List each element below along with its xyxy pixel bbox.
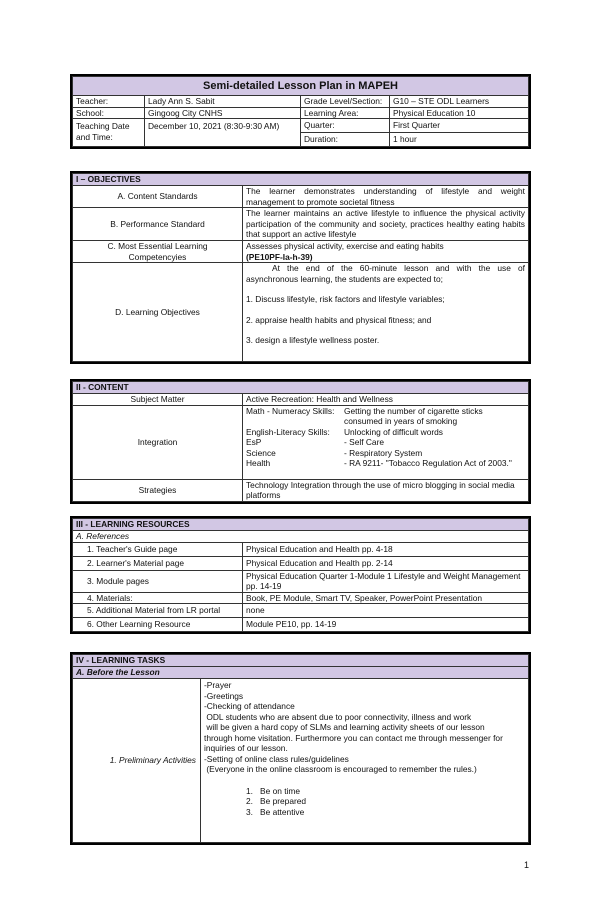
integration-esp-label: EsP xyxy=(246,437,262,447)
document-title: Semi-detailed Lesson Plan in MAPEH xyxy=(73,77,529,96)
quarter-value: First Quarter xyxy=(390,119,529,133)
integration-math-value-2: consumed in years of smoking xyxy=(344,416,458,426)
school-value: Gingoog City CNHS xyxy=(145,107,301,119)
learning-objectives-label: D. Learning Objectives xyxy=(73,263,243,362)
before-lesson-heading: A. Before the Lesson xyxy=(73,667,529,679)
melc-label xyxy=(73,241,243,263)
materials-value: Book, PE Module, Smart TV, Speaker, PowerPoint Presentation xyxy=(243,592,529,604)
rule-text: Be on time xyxy=(260,785,301,796)
learning-objectives-value xyxy=(243,263,529,362)
prelim-line: ODL students who are absent due to poor connectivity, illness and work xyxy=(204,711,472,722)
strategies-label: Strategies xyxy=(73,479,243,501)
subject-matter-value: Active Recreation: Health and Wellness xyxy=(243,394,529,406)
date-label-line2: and Time: xyxy=(76,131,113,142)
melc-text: Assesses physical activity, exercise and eating habits xyxy=(246,241,444,251)
tasks-heading: IV - LEARNING TASKS xyxy=(73,655,529,667)
integration-health xyxy=(246,458,525,469)
integration-health-label: Health xyxy=(246,458,271,468)
additional-material-value: none xyxy=(243,604,529,618)
prelim-line: (Everyone in the online classroom is encouraged to remember the rules.) xyxy=(204,764,477,774)
lo-item-1: 1. Discuss lifestyle, risk factors and lifestyle variables; xyxy=(246,294,445,304)
grade-value: G10 – STE ODL Learners xyxy=(390,96,529,108)
integration-label: Integration xyxy=(73,405,243,479)
prelim-line: will be given a hard copy of SLMs and learning activity sheets of our lesson xyxy=(204,722,485,732)
melc-label-line1: C. Most Essential Learning xyxy=(107,241,208,251)
other-resource-value: Module PE10, pp. 14-19 xyxy=(243,618,529,632)
rule-text: Be attentive xyxy=(260,806,305,817)
integration-english-value: Unlocking of difficult words xyxy=(344,426,443,437)
integration-esp-value: - Self Care xyxy=(344,437,385,447)
prelim-line: through home visitation. Furthermore you can contact me through messenger for xyxy=(204,732,503,743)
module-pages-label: 3. Module pages xyxy=(73,570,243,592)
melc-value xyxy=(243,241,529,263)
quarter-label: Quarter: xyxy=(301,119,390,133)
subject-matter-label: Subject Matter xyxy=(73,394,243,406)
tasks-block xyxy=(70,652,531,845)
content-heading: II - CONTENT xyxy=(73,382,529,394)
rules-list xyxy=(204,786,525,818)
rule-number: 2. xyxy=(246,796,253,806)
rule-item xyxy=(246,807,525,818)
melc-label-line2: Competencyies xyxy=(128,251,187,262)
integration-math-value: Getting the number of cigarette sticks xyxy=(344,405,483,416)
learners-material-value: Physical Education and Health pp. 2-14 xyxy=(243,556,529,570)
performance-standard-label: B. Performance Standard xyxy=(73,208,243,241)
prelim-line: -Prayer xyxy=(204,680,232,690)
grade-label: Grade Level/Section: xyxy=(301,96,390,108)
integration-math xyxy=(246,406,525,417)
date-label xyxy=(73,119,145,147)
area-value: Physical Education 10 xyxy=(390,107,529,119)
rule-number: 1. xyxy=(246,785,253,796)
other-resource-label: 6. Other Learning Resource xyxy=(73,618,243,632)
objectives-block xyxy=(70,171,531,364)
performance-standard-value: The learner maintains an active lifestyle to influence the physical activity participation of the community and society, practices healthy eating habits that support an active lifestyle xyxy=(243,208,529,241)
integration-value xyxy=(243,405,529,479)
teachers-guide-value: Physical Education and Health pp. 4-18 xyxy=(243,542,529,556)
teacher-value: Lady Ann S. Sabit xyxy=(145,96,301,108)
integration-english xyxy=(246,427,525,438)
lo-item-3: 3. design a lifestyle wellness poster. xyxy=(246,335,380,345)
prelim-line: inquiries of our lesson. xyxy=(204,743,288,753)
prelim-line: -Greetings xyxy=(204,690,244,701)
duration-label: Duration: xyxy=(301,133,390,147)
resources-heading: III - LEARNING RESOURCES xyxy=(73,519,529,531)
teachers-guide-label: 1. Teacher's Guide page xyxy=(73,542,243,556)
integration-esp xyxy=(246,437,525,448)
lo-item-2: 2. appraise health habits and physical fitness; and xyxy=(246,314,432,325)
rule-item xyxy=(246,786,525,797)
header-block xyxy=(70,74,531,149)
content-block xyxy=(70,379,531,504)
preliminary-activities-label: 1. Preliminary Activities xyxy=(73,679,201,843)
integration-health-value: - RA 9211- "Tobacco Regulation Act of 2003." xyxy=(344,458,512,468)
content-standards-label: A. Content Standards xyxy=(73,186,243,208)
content-standards-value: The learner demonstrates understanding of lifestyle and weight management to promote societal fitness xyxy=(243,186,529,208)
learners-material-label: 2. Learner's Material page xyxy=(73,556,243,570)
materials-label: 4. Materials: xyxy=(73,592,243,604)
page-number: 1 xyxy=(524,860,530,870)
integration-math-cont xyxy=(246,416,525,427)
date-label-line1: Teaching Date xyxy=(76,121,130,131)
date-value: December 10, 2021 (8:30-9:30 AM) xyxy=(145,119,301,147)
rule-text: Be prepared xyxy=(260,796,307,806)
rule-number: 3. xyxy=(246,806,253,817)
module-pages-value: Physical Education Quarter 1-Module 1 Lifestyle and Weight Management pp. 14-19 xyxy=(243,570,529,592)
rule-item xyxy=(246,796,525,807)
school-label: School: xyxy=(73,107,145,119)
duration-value: 1 hour xyxy=(390,133,529,147)
additional-material-label: 5. Additional Material from LR portal xyxy=(73,604,243,618)
integration-math-label: Math - Numeracy Skills: xyxy=(246,405,335,416)
melc-code: (PE10PF-Ia-h-39) xyxy=(246,251,313,262)
lo-intro: At the end of the 60-minute lesson and with the use of asynchronous learning, the students are expected to; xyxy=(246,263,525,284)
prelim-line: -Checking of attendance xyxy=(204,701,295,711)
teacher-label: Teacher: xyxy=(73,96,145,108)
integration-science-value: - Respiratory System xyxy=(344,447,423,458)
integration-science-label: Science xyxy=(246,447,276,458)
objectives-heading: I – OBJECTIVES xyxy=(73,174,529,186)
integration-english-label: English-Literacy Skills: xyxy=(246,426,330,437)
strategies-value: Technology Integration through the use of micro blogging in social media platforms xyxy=(243,479,529,501)
resources-block xyxy=(70,516,531,634)
prelim-line: -Setting of online class rules/guidelines xyxy=(204,753,349,764)
integration-science xyxy=(246,448,525,459)
area-label: Learning Area: xyxy=(301,107,390,119)
references-label: A. References xyxy=(73,531,529,543)
preliminary-activities-value xyxy=(201,679,529,843)
